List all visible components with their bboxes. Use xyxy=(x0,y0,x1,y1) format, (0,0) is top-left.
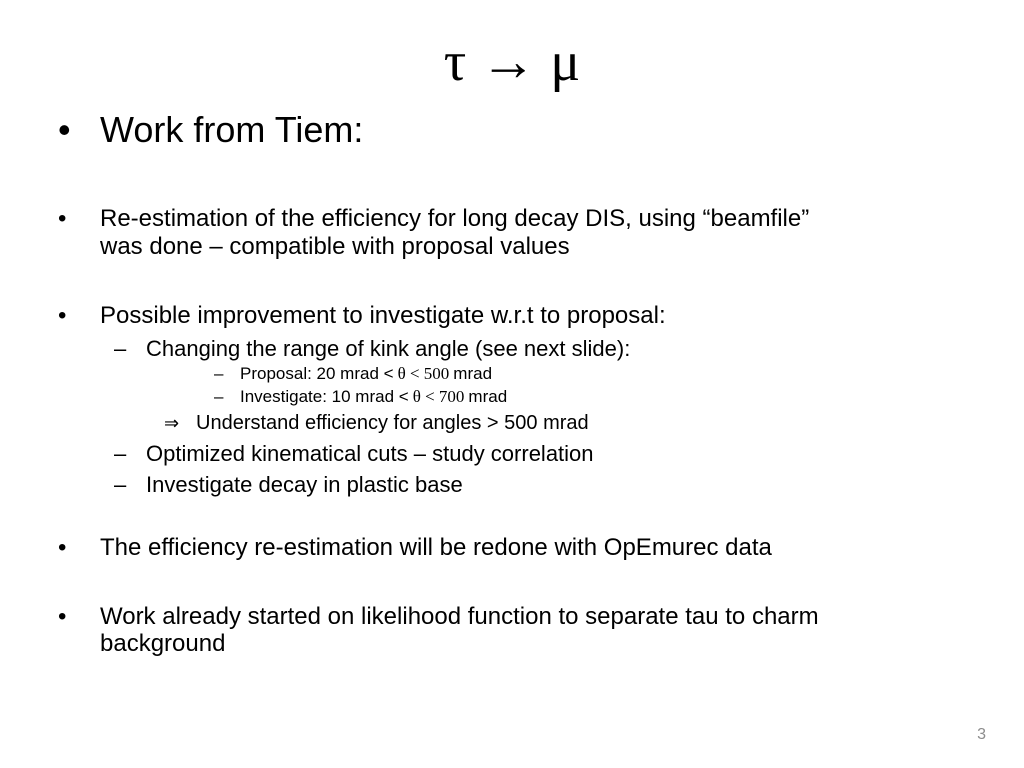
bullet-likelihood-line2: background xyxy=(100,630,226,657)
kink-range-suffix: mrad xyxy=(453,364,493,383)
page-number: 3 xyxy=(977,726,986,743)
bullet-reestimation-line2: was done – compatible with proposal values xyxy=(100,233,570,260)
bullet-marker: • xyxy=(58,603,67,630)
bullet-work-from-tiem xyxy=(58,108,363,152)
bullet-marker: • xyxy=(58,205,67,232)
kink-range-formula: θ < 700 xyxy=(412,387,465,406)
kink-range-prefix: Proposal: 20 mrad < xyxy=(240,364,394,383)
kink-range-formula: θ < 500 xyxy=(397,364,450,383)
bullet-text: Work from Tiem: xyxy=(100,109,364,150)
bullet-marker: • xyxy=(58,534,67,561)
bullet-improvement xyxy=(58,302,666,330)
sub-bullet-marker: – xyxy=(114,441,127,466)
sub-bullet-marker: – xyxy=(114,336,127,361)
bullet-reestimation xyxy=(58,205,809,233)
kink-range-prefix: Investigate: 10 mrad < xyxy=(240,387,409,406)
sub-bullet-text: Investigate decay in plastic base xyxy=(146,472,463,497)
bullet-marker: • xyxy=(58,109,71,150)
kink-range-suffix: mrad xyxy=(468,387,508,406)
implies-arrow-icon: ⇒ xyxy=(164,413,180,434)
bullet-text-line1: Re-estimation of the efficiency for long decay DIS, using “beamfile” xyxy=(100,205,810,232)
sub-bullet-plastic-base xyxy=(114,471,463,499)
bullet-marker: • xyxy=(58,302,67,329)
sub-bullet-kink-angle xyxy=(114,335,630,363)
conclusion-line xyxy=(164,410,589,437)
sub-sub-bullet-proposal xyxy=(214,363,492,385)
sub-sub-bullet-marker: – xyxy=(214,364,224,383)
sub-bullet-text: Changing the range of kink angle (see next slide): xyxy=(146,336,631,361)
bullet-text: Possible improvement to investigate w.r.t to proposal: xyxy=(100,302,666,329)
slide-title: τ → μ xyxy=(443,31,581,93)
sub-sub-bullet-investigate xyxy=(214,386,507,408)
bullet-likelihood xyxy=(58,603,819,631)
sub-sub-bullet-marker: – xyxy=(214,387,224,406)
sub-bullet-kinematical-cuts xyxy=(114,440,594,468)
bullet-text: The efficiency re-estimation will be redone with OpEmurec data xyxy=(100,534,772,561)
bullet-redone xyxy=(58,534,772,562)
conclusion-text: Understand efficiency for angles > 500 mrad xyxy=(196,412,589,434)
sub-bullet-marker: – xyxy=(114,472,127,497)
sub-bullet-text: Optimized kinematical cuts – study correlation xyxy=(146,441,594,466)
bullet-text-line1: Work already started on likelihood function to separate tau to charm xyxy=(100,603,819,630)
